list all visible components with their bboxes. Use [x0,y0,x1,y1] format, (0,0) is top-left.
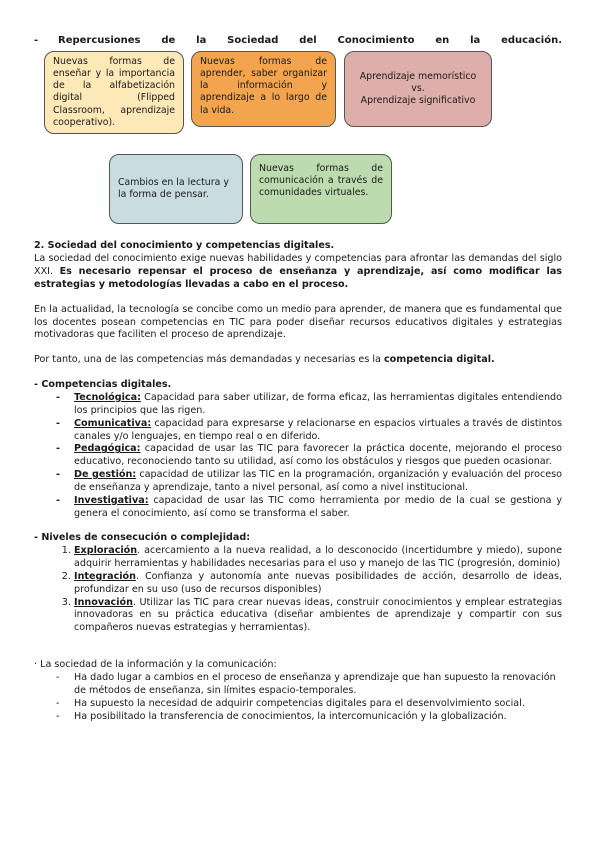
box-nuevas-formas-comunicacion: Nuevas formas de comunicación a través de comunidades virtuales. [250,154,392,224]
box-aprendizaje-memoristico: Aprendizaje memorístico vs. Aprendizaje significativo [344,51,492,127]
sociedad-info-title: · La sociedad de la información y la comunicación: [34,659,277,671]
list-item: - Ha supuesto la necesidad de adquirir competencias digitales para el desenvolvimiento social. [74,698,562,711]
list-item: - De gestión: capacidad de utilizar las TIC en la programación, organización y evaluación del proceso de enseñanza y aprendizaje, tanto a nivel personal, así como a nivel institucional. [74,469,562,495]
niveles-title: - Niveles de consecución o complejidad: [34,532,251,544]
list-item: - Comunicativa: capacidad para expresarse y relacionarse en espacios virtuales a través de distintos canales y/o lenguajes, en tiempo real o en diferido. [74,418,562,444]
paragraph-3: Por tanto, una de las competencias más demandadas y necesarias es la competencia digital. [34,354,495,366]
competencias-list [34,392,562,520]
document-page [34,34,562,723]
list-item: 2. Integración. Confianza y autonomía ante nuevas posibilidades de acción, desarrollo de ideas, profundizar en su uso (uso de recursos disponibles) [74,571,562,597]
niveles-list [34,545,562,635]
list-item: - Ha posibilitado la transferencia de conocimientos, la intercomunicación y la globalización. [74,711,562,724]
section-heading: - Repercusiones de la Sociedad del Conocimiento en la educación. [34,35,562,46]
list-item: - Tecnológica: Capacidad para saber utilizar, de forma eficaz, las herramientas digitales entendiendo los principios que las rigen. [74,392,562,418]
paragraph-2: En la actualidad, la tecnología se concibe como un medio para aprender, de manera que es fundamental que los docentes posean competencias en TIC para poder diseñar recursos educativos digitales y estrategias motivadoras que faciliten el proceso de aprendizaje. [34,303,562,341]
sociedad-info-list [34,672,562,723]
competencias-title: - Competencias digitales. [34,379,172,391]
section-heading-title: Repercusiones de la Sociedad del Conocimiento en la educación. [58,35,562,46]
box-nuevas-formas-aprender: Nuevas formas de aprender, saber organizar la información y aprendizaje a lo largo de la vida. [191,51,336,127]
box-cambios-lectura: Cambios en la lectura y la forma de pensar. [109,154,243,224]
list-item: - Investigativa: capacidad de usar las TIC como herramienta por medio de la cual se gestiona y genera el conocimiento, así como se transforma el saber. [74,495,562,521]
section-2-title: 2. Sociedad del conocimiento y competencias digitales. [34,240,335,252]
list-item: - Ha dado lugar a cambios en el proceso de enseñanza y aprendizaje que han supuesto la renovación de métodos de enseñanza, sin límites espacio-temporales. [74,672,562,698]
box-nuevas-formas-ensenar: Nuevas formas de enseñar y la importancia de la alfabetización digital (Flipped Classroom, aprendizaje cooperativo). [44,51,184,134]
list-item: 1. Exploración. acercamiento a la nueva realidad, a lo desconocido (incertidumbre y miedo), supone adquirir herramientas y habilidades necesarias para el uso y manejo de las TIC (progresión, dominio) [74,545,562,571]
list-item: 3. Innovación. Utilizar las TIC para crear nuevas ideas, construir conocimientos y emplear estrategias innovadoras en su práctica educativa (diseñar ambientes de aprendizaje y compartir con sus compañeros nuevas estrategias y herramientas). [74,597,562,636]
paragraph-1: La sociedad del conocimiento exige nuevas habilidades y competencias para afrontar las demandas del siglo XXI. Es necesario repensar el proceso de enseñanza y aprendizaje, así como modificar las estrategias y metodologías llevadas a cabo en el proceso. [34,253,563,290]
list-item: - Pedagógica: capacidad de usar las TIC para favorecer la práctica docente, mejorando el proceso educativo, reconociendo tanto su utilidad, así como los obstáculos y riesgos que pueden ocasionar. [74,443,562,469]
concept-boxes [34,51,562,236]
